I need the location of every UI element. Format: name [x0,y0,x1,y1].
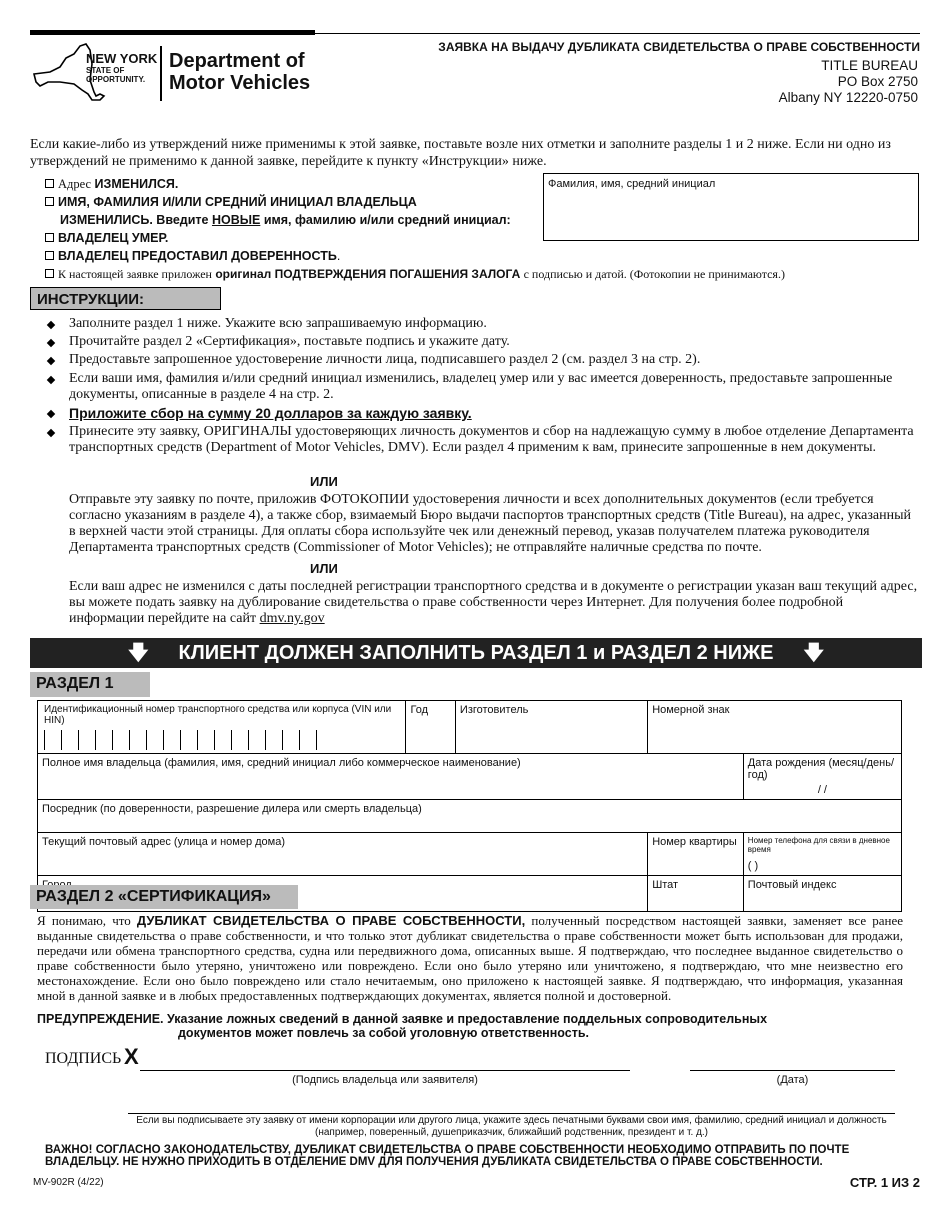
nys-wordmark [86,52,157,84]
new-name-field[interactable] [543,173,919,241]
certification-text [37,913,903,1003]
instruction-item [48,352,918,368]
header-top-rule [315,33,920,34]
section-banner [30,638,922,668]
dmv-website-link[interactable]: dmv.ny.gov [259,611,325,626]
check4-text: ВЛАДЕЛЕЦ ПРЕДОСТАВИЛ ДОВЕРЕННОСТЬ [58,249,337,263]
mailing-address [779,58,918,106]
form-number: MV-902R (4/22) [33,1177,104,1188]
plate-label: Номерной знак [652,704,730,716]
check-address-changed[interactable] [45,175,178,193]
check2-a: ИЗМЕНИЛИСЬ [60,213,150,227]
section2-header: РАЗДЕЛ 2 «СЕРТИФИКАЦИЯ» [30,885,298,909]
online-instructions [69,579,919,627]
check1-text-b: ИЗМЕНИЛСЯ. [94,177,179,191]
header-top-bar [30,30,315,35]
cert-a: Я понимаю, что [37,913,131,928]
new-name-label: Фамилия, имя, средний инициал [548,178,716,190]
dob-field[interactable] [743,754,901,800]
warning-line2: документов может повлечь за собой уголовную ответственность. [178,1026,589,1040]
zip-field[interactable] [743,876,901,912]
warning-text [37,1012,903,1040]
nys-line3: OPPORTUNITY. [86,75,146,84]
vin-character-boxes[interactable] [44,730,401,750]
plate-field[interactable] [648,701,902,754]
dob-separators: / / [817,784,827,796]
make-label: Изготовитель [459,704,529,716]
checkbox-icon[interactable] [45,251,54,260]
instruction-text: Принесите эту заявку, ОРИГИНАЛЫ удостоверяющих личность документов и сбор на надлежащую сумму в любое отделение Департамента транспортных средств (Department of Motor Vehicles, DMV). Если раздел 4 применим к вам, принесите запрошенные в нем документы. [69,424,914,455]
checkbox-icon[interactable] [45,197,54,206]
date-line[interactable] [690,1070,895,1071]
arrow-down-icon: 🡇 [127,642,149,664]
vin-field[interactable] [38,701,406,754]
signature-label: ПОДПИСЬ [45,1050,122,1067]
instruction-text: Прочитайте раздел 2 «Сертификация», поставьте подпись и укажите дату. [69,334,510,349]
instruction-item-fee [48,405,918,421]
nys-line1: NEW YORK [86,51,158,66]
check3-text: ВЛАДЕЛЕЦ УМЕР. [58,231,169,245]
checkbox-icon[interactable] [45,233,54,242]
check2-b: . Введите [149,213,209,227]
agent-field[interactable] [38,800,902,833]
check2-d: имя, фамилию и/или средний инициал: [263,213,511,227]
check1-text-a: Адрес [58,177,92,191]
warning-label: ПРЕДУПРЕЖДЕНИЕ. [37,1012,164,1026]
dmv-line1: Department of [169,50,305,72]
page-number: СТР. 1 ИЗ 2 [849,1175,920,1190]
apartment-label: Номер квартиры [652,836,737,848]
section1-header: РАЗДЕЛ 1 [30,672,150,697]
apartment-field[interactable] [648,833,744,876]
bullet-icon [47,357,55,365]
state-label: Штат [652,879,679,891]
nys-line2: STATE OF [86,66,125,75]
dmv-wordmark [169,50,310,94]
bullet-icon [47,429,55,437]
dob-label: Дата рождения (месяц/день/год) [747,757,895,781]
date-caption: (Дата) [776,1074,809,1086]
section1-form [37,700,902,912]
check-owner-deceased[interactable] [45,229,168,247]
or-divider: ИЛИ [310,561,338,576]
owner-name-label: Полное имя владельца (фамилия, имя, средний инициал либо коммерческое наименование) [42,757,521,769]
make-field[interactable] [455,701,647,754]
intro-text: Если какие-либо из утверждений ниже применимы к этой заявке, поставьте возле них отметки и заполните разделы 1 и 2 ниже. Если ни одно из утверждений не применимо к данной заявке, перейдите к пункту «Инструкции» ниже. [30,137,891,169]
instructions-header: ИНСТРУКЦИИ: [30,287,221,310]
check-lien-release[interactable] [45,265,785,283]
agent-label: Посредник (по доверенности, разрешение дилера или смерть владельца) [42,803,422,815]
signature-line[interactable] [140,1070,630,1071]
address-line1: TITLE BUREAU [821,58,918,73]
zip-label: Почтовый индекс [747,879,837,891]
bullet-icon [47,410,55,418]
phone-field[interactable] [743,833,901,876]
warning-line1: Указание ложных сведений в данной заявке и предоставление поддельных сопроводительных [167,1012,768,1026]
signature-caption: (Подпись владельца или заявителя) [292,1074,478,1086]
year-field[interactable] [406,701,455,754]
instruction-text: Заполните раздел 1 ниже. Укажите всю запрашиваемую информацию. [69,316,487,331]
banner-text: КЛИЕНТ ДОЛЖЕН ЗАПОЛНИТЬ РАЗДЕЛ 1 и РАЗДЕЛ 2 НИЖЕ [178,642,774,664]
dmv-line2: Motor Vehicles [169,72,311,94]
cert-c: полученный посредством настоящей заявки, заменяет все ранее выданные свидетельства о праве собственности, и что только этот дубликат свидетельства о праве собственности может быть использован для продажи, передачи или обмена транспортного средства, судна или передвижного дома, описанных выше. Я подтверждаю, что последнее выданное свидетельство о праве собственности было утеряно, уничтожено или повреждено. Если оно было утеряно или уничтожено, я подтверждаю, что мне неизвестно его местонахождение. Если оно было повреждено или стало нечитаемым, оно приложено к настоящей заявке. Я подтверждаю, что информация, указанная мной в данной заявке и в любых предоставленных подтверждающих документах, является полной и достоверной. [37,913,904,1003]
check2-line1: ИМЯ, ФАМИЛИЯ И/ИЛИ СРЕДНИЙ ИНИЦИАЛ ВЛАДЕЛЬЦА [58,195,417,209]
check-name-changed-line2 [60,211,511,229]
phone-parens: ( ) [747,860,759,872]
check5-b: оригинал ПОДТВЕРЖДЕНИЯ ПОГАШЕНИЯ ЗАЛОГА [215,267,521,281]
instruction-text: Предоставьте запрошенное удостоверение личности лица, подписавшего раздел 2 (см. раздел 3 на стр. 2). [69,352,701,367]
check5-c: с подписью и датой. (Фотокопии не принимаются.) [523,267,785,281]
signature-x-mark: X [124,1044,139,1069]
corporate-signer-line[interactable] [128,1113,895,1114]
mail-instructions: Отправьте эту заявку по почте, приложив ФОТОКОПИИ удостоверения личности и всех дополнительных документов (если требуется согласно указаниям в разделе 4), а также сбор, взимаемый Бюро выдачи паспортов транспортных средств (Title Bureau), на адрес, указанный в верхней части этой страницы. Для оплаты сбора используйте чек или денежный перевод, указав получателем платежа руководителя Департамента транспортных средств (Commissioner of Motor Vehicles); не отправляйте наличные средства по почте. [69,492,911,555]
checkbox-icon[interactable] [45,269,54,278]
instruction-text: Приложите сбор на сумму 20 долларов за каждую заявку. [69,405,472,421]
or-divider: ИЛИ [310,474,338,489]
cert-b: ДУБЛИКАТ СВИДЕТЕЛЬСТВА О ПРАВЕ СОБСТВЕННОСТИ, [136,913,526,928]
check-name-changed[interactable] [45,193,417,211]
logo-divider [160,46,162,101]
check2-c: НОВЫЕ [211,213,261,227]
bullet-icon [47,321,55,329]
check4-dot: . [336,249,341,263]
instruction-item [48,316,918,332]
bullet-icon [47,376,55,384]
mailing-address-label: Текущий почтовый адрес (улица и номер дома) [42,836,286,848]
mailing-address-field[interactable] [38,833,648,876]
instruction-text: Если ваши имя, фамилия и/или средний инициал изменились, владелец умер или у вас имеется доверенность, предоставьте запрошенные документы, описанные в разделе 4 на стр. 2. [69,371,893,402]
check-power-of-attorney[interactable] [45,247,340,265]
form-title: ЗАЯВКА НА ВЫДАЧУ ДУБЛИКАТА СВИДЕТЕЛЬСТВА О ПРАВЕ СОБСТВЕННОСТИ [438,40,920,54]
instruction-item [48,371,918,403]
phone-label: Номер телефона для связи в дневное время [747,836,890,854]
owner-name-field[interactable] [38,754,744,800]
corporate-signer-caption: Если вы подписываете эту заявку от имени корпорации или другого лица, укажите здесь печатными буквами свои имя, фамилию, средний инициал и должность (например, поверенный, душеприказчик, ближайший родственник, президент и т. д.) [136,1115,887,1138]
arrow-down-icon: 🡇 [803,642,825,664]
check5-a: К настоящей заявке приложен [58,267,212,281]
bullet-icon [47,339,55,347]
instruction-item [48,424,918,456]
year-label: Год [410,704,428,716]
instruction-item [48,334,918,350]
address-line2: PO Box 2750 [837,74,918,89]
address-line3: Albany NY 12220-0750 [778,90,918,105]
vin-label: Идентификационный номер транспортного средства или корпуса (VIN или HIN) [44,704,392,726]
online-text: Если ваш адрес не изменился с даты последней регистрации транспортного средства и в документе о регистрации указан ваш текущий адрес, вы можете подать заявку на дублирование свидетельства о праве собственности через Интернет. Для получения более подробной информации перейдите на сайт [69,579,918,626]
important-notice: ВАЖНО! СОГЛАСНО ЗАКОНОДАТЕЛЬСТВУ, ДУБЛИКАТ СВИДЕТЕЛЬСТВА О ПРАВЕ СОБСТВЕННОСТИ НЕОБХОДИМО ОТПРАВИТЬ ПО ПОЧТЕ ВЛАДЕЛЬЦУ. НЕ НУЖНО ПРИХОДИТЬ В ОТДЕЛЕНИЕ DMV ДЛЯ ПОЛУЧЕНИЯ ДУБЛИКАТА СВИДЕТЕЛЬСТВА О ПРАВЕ СОБСТВЕННОСТИ. [45,1144,850,1168]
state-field[interactable] [648,876,744,912]
checkbox-icon[interactable] [45,179,54,188]
